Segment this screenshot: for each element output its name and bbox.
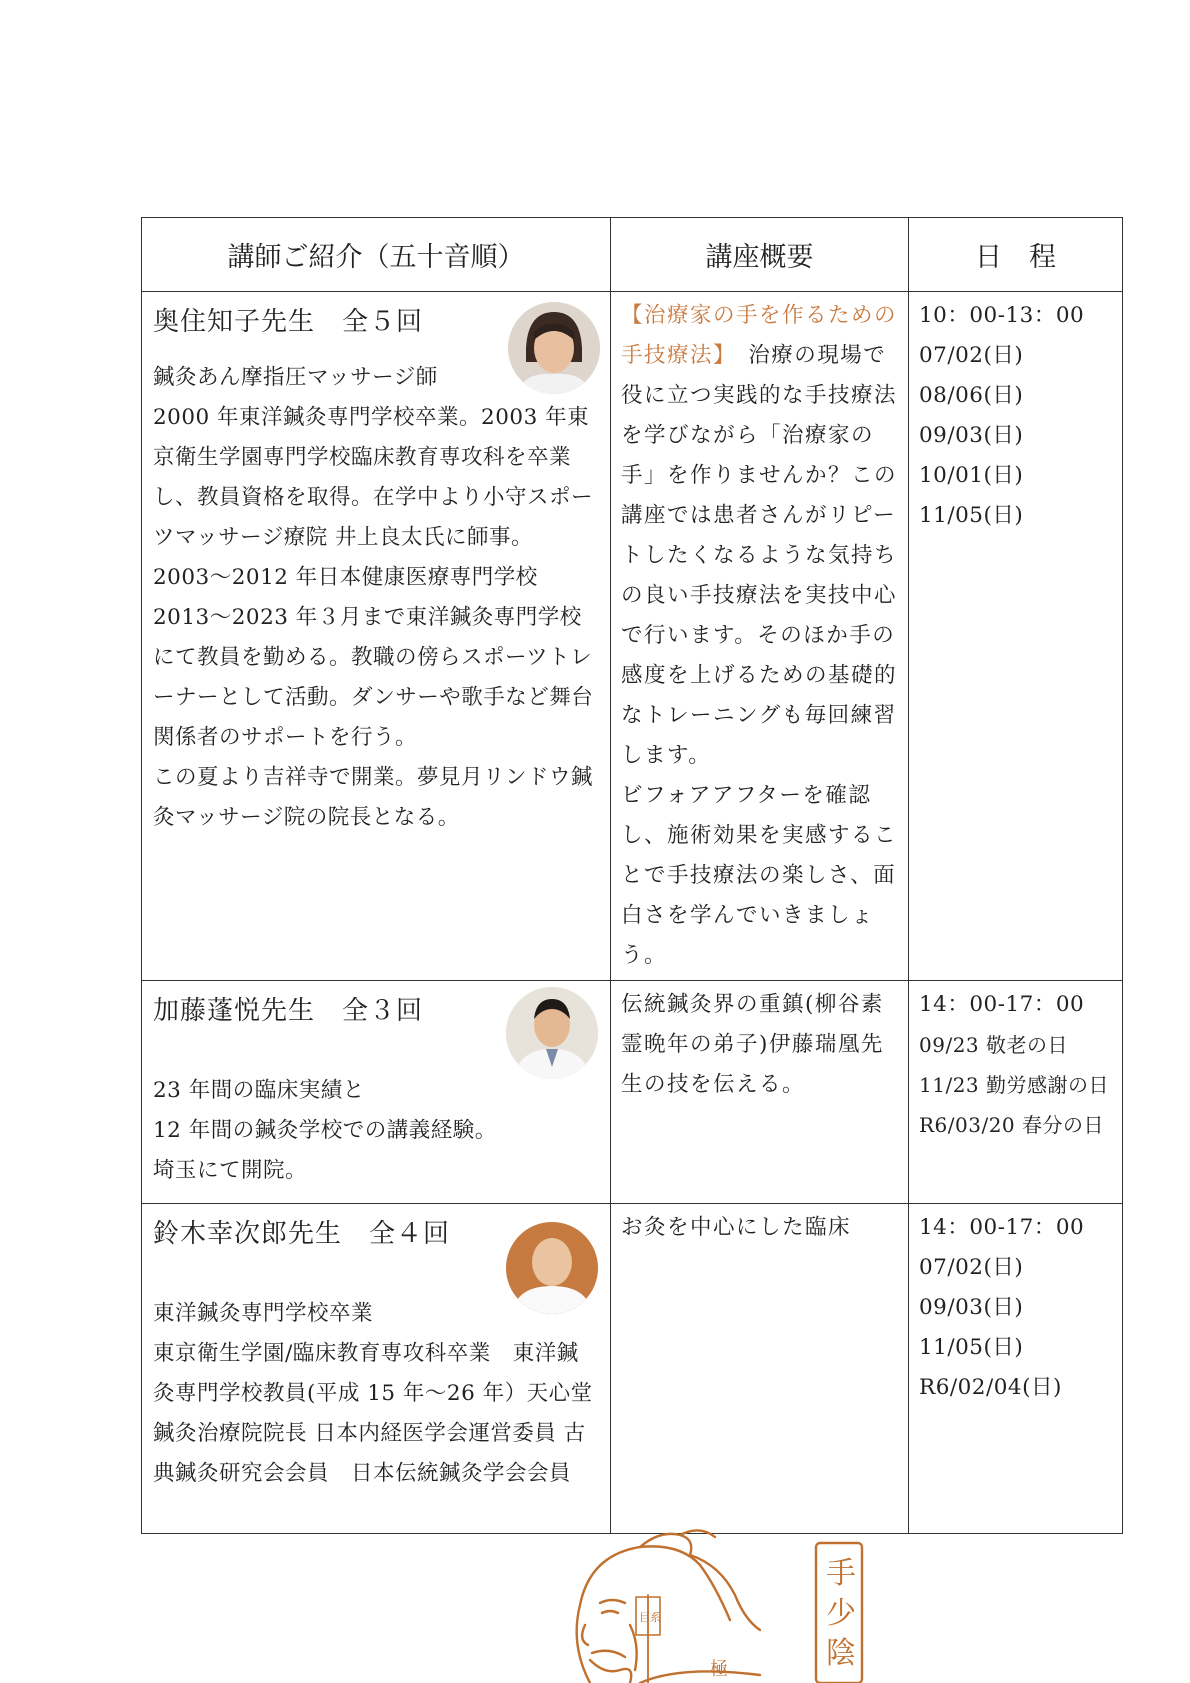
- schedule-date: 08/06(日): [919, 383, 1024, 408]
- schedule-cell: [909, 981, 1123, 1204]
- schedule-time: 14：00-17：00: [919, 992, 1085, 1017]
- summary-text: ビフォアアフターを確認し、施術効果を実感することで手技療法の楽しさ、面白さを学んでいきましょう。: [621, 783, 898, 968]
- summary-cell: [611, 981, 909, 1204]
- course-table: [141, 217, 1123, 1534]
- teacher-name: 鈴木幸次郎先生 全４回: [153, 1219, 451, 1249]
- teacher-name: 加藤蓬悦先生 全３回: [153, 996, 424, 1026]
- teacher-row: [142, 1204, 1123, 1534]
- schedule-cell: [909, 1204, 1123, 1534]
- schedule-date: 11/05(日): [919, 503, 1024, 528]
- stamp-glyph: 手: [826, 1556, 856, 1591]
- teacher-row: [142, 292, 1123, 981]
- figure-label: 目系: [639, 1611, 661, 1624]
- teacher-cell: [142, 981, 611, 1204]
- header-row: [142, 218, 1123, 292]
- summary-text: 治療の現場で役に立つ実践的な手技療法を学びながら「治療家の手」を作りませんか？この講座では患者さんがリピートしたくなるような気持ちの良い手技療法を実技中心で行います。そのほか手の感度を上げるための基礎的なトレーニングも毎回練習します。: [621, 343, 898, 768]
- summary-cell: [611, 292, 909, 981]
- bio-line: この夏より吉祥寺で開業。夢見月リンドウ鍼灸マッサージ院の院長となる。: [153, 765, 594, 830]
- summary-cell: [611, 1204, 909, 1534]
- figure-label: 極: [710, 1659, 728, 1680]
- teacher-photo: [506, 987, 598, 1079]
- bio-line: 2013〜2023 年３月まで東洋鍼灸専門学校にて教員を勤める。教職の傍らスポーツトレーナーとして活動。ダンサーや歌手など舞台関係者のサポートを行う。: [153, 605, 594, 750]
- schedule-date: 10/01(日): [919, 463, 1024, 488]
- schedule-date: R6/03/20 春分の日: [919, 1113, 1105, 1137]
- header-schedule: 日 程: [909, 218, 1123, 292]
- acupuncture-figure-illustration: [530, 1525, 950, 1683]
- bio-line: 2000 年東洋鍼灸専門学校卒業。2003 年東京衛生学園専門学校臨床教育専攻科を卒業し、教員資格を取得。在学中より小守スポーツマッサージ療院 井上良太氏に師事。: [153, 405, 594, 550]
- course-summary: [621, 296, 898, 776]
- teacher-cell: [142, 292, 611, 981]
- teacher-bio: [153, 1071, 598, 1191]
- stamp-glyph: 少: [826, 1596, 856, 1631]
- teacher-name: 奥住知子先生 全５回: [153, 307, 424, 337]
- summary-text: お灸を中心にした臨床: [621, 1215, 852, 1240]
- bio-line: 東洋鍼灸専門学校卒業: [153, 1301, 374, 1326]
- bio-line: 12 年間の鍼灸学校での講義経験。: [153, 1118, 497, 1143]
- teacher-bio: [153, 358, 598, 838]
- teacher-photo: [506, 1222, 598, 1314]
- teacher-row: [142, 981, 1123, 1204]
- bio-line: 鍼灸あん摩指圧マッサージ師: [153, 365, 438, 390]
- schedule-date: 07/02(日): [919, 343, 1024, 368]
- schedule-date: 07/02(日): [919, 1255, 1024, 1280]
- teacher-cell: [142, 1204, 611, 1534]
- schedule-date: 11/23 勤労感謝の日: [919, 1073, 1109, 1097]
- schedule-date: R6/02/04(日): [919, 1375, 1062, 1400]
- schedule-date: 09/23 敬老の日: [919, 1033, 1068, 1057]
- schedule-date: 09/03(日): [919, 1295, 1024, 1320]
- schedule-date: 11/05(日): [919, 1335, 1024, 1360]
- summary-text: 伝統鍼灸界の重鎮(柳谷素霊晩年の弟子)伊藤瑞凰先生の技を伝える。: [621, 992, 884, 1097]
- header-summary: 講座概要: [611, 218, 909, 292]
- schedule-cell: [909, 292, 1123, 981]
- stamp-glyph: 陰: [826, 1636, 856, 1671]
- schedule-time: 14：00-17：00: [919, 1215, 1085, 1240]
- bio-line: 埼玉にて開院。: [153, 1158, 308, 1183]
- bio-line: 23 年間の臨床実績と: [153, 1078, 365, 1103]
- bio-line: 2003〜2012 年日本健康医療専門学校: [153, 565, 538, 590]
- teacher-bio: [153, 1294, 598, 1494]
- header-teachers: 講師ご紹介（五十音順）: [142, 218, 611, 292]
- summary-title: 【治療家の手を作るための手技療法】: [621, 303, 898, 368]
- bio-line: 東京衛生学園/臨床教育専攻科卒業 東洋鍼灸専門学校教員(平成 15 年〜26 年）天心堂鍼灸治療院院長 日本内経医学会運営委員 古典鍼灸研究会会員 日本伝統鍼灸学会会員: [153, 1341, 593, 1486]
- schedule-time: 10：00-13：00: [919, 303, 1085, 328]
- teacher-photo: [508, 302, 600, 394]
- schedule-date: 09/03(日): [919, 423, 1024, 448]
